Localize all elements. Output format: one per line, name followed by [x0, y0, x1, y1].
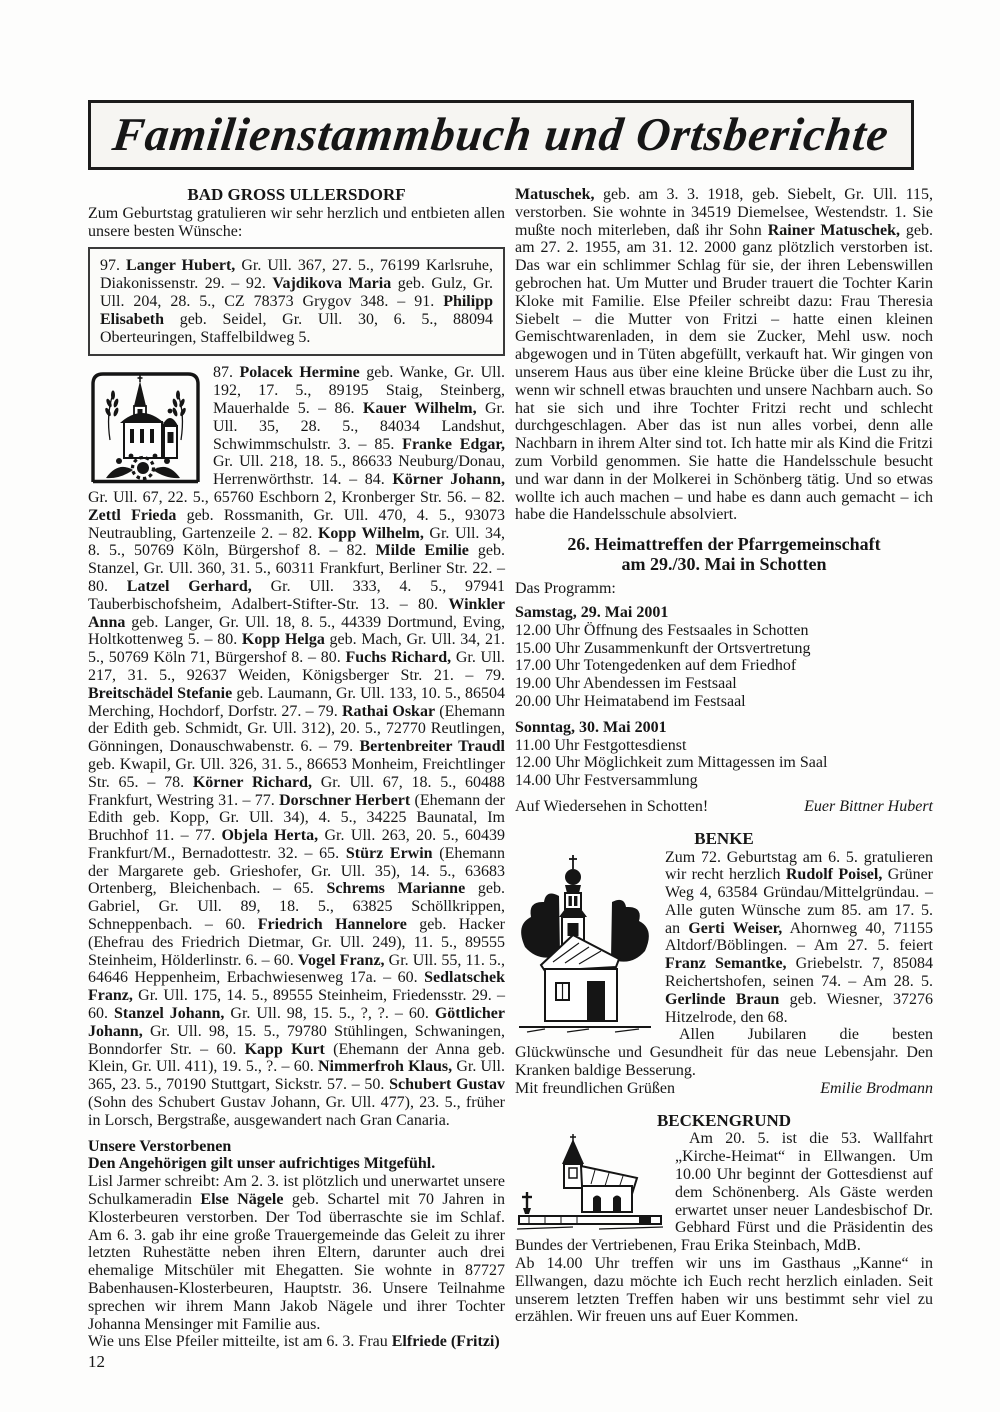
benke-paragraph: Zum 72. Geburtstag am 6. 5. gratulieren wir recht herzlich Rudolf Poisel, Grüner Weg 4, 63584 Gründau/Mittelgründau. – Alle guten Wünsche zum 85. am 17. 5. an Gerti Weiser, Ahornweg 40, 71155 Altdorf/Böblingen. – Am 27. 5. feiert Franz Semantke, Griebelstr. 7, 85084 Reichertshofen, seinen 74. – Am 28. 5. Gerlinde Braun geb. Wiesner, 37276 Hitzelrode, den 68.: [665, 848, 934, 1026]
sunday-heading: Sonntag, 30. Mai 2001: [515, 718, 667, 736]
two-column-layout: [88, 186, 933, 1351]
program-item: 15.00 Uhr Zusammenkunft der Ortsvertretung: [515, 639, 811, 657]
section-heimattreffen: [515, 534, 933, 816]
birthday-intro: Zum Geburtstag gratulieren wir sehr herzlich und entbieten allen unsere besten Wünsche:: [88, 204, 505, 240]
program-label: Das Programm:: [515, 580, 616, 598]
section-beckengrund: [515, 1112, 933, 1327]
beckengrund-paragraph-2: Ab 14.00 Uhr treffen wir uns im Gasthaus „Kanne“ in Ellwangen, dazu möchte ich Euch recht herzlich einladen. Seit unserem letzten Treffen haben wir uns bestimmt sehr viel zu erzählen. Wir freuen uns auf Euer Kommen.: [515, 1255, 933, 1326]
benke-block: [515, 849, 933, 1080]
program-item: 11.00 Uhr Festgottesdienst: [515, 736, 687, 754]
program-item: 12.00 Uhr Möglichkeit zum Mittagessen im Saal: [515, 754, 828, 772]
deaths-paragraph-2: Wie uns Else Pfeiler mitteilte, ist am 6. 3. Frau Elfriede (Fritzi): [88, 1333, 500, 1351]
benke-paragraph-2: Allen Jubilaren die besten Glückwünsche und Gesundheit für das neue Lebensjahr. Den Kranken baldige Besserung.: [515, 1026, 933, 1080]
farewell-text: Auf Wiedersehen in Schotten!: [515, 797, 709, 815]
deaths-paragraph: Lisl Jarmer schreibt: Am 2. 3. ist plötzlich und unerwartet unsere Schulkameradin Else Nägele geb. Schartel mit 70 Jahren in Klosterbeuren verstorben. Der Tod überraschte sie im Schlaf. Am 6. 3. gab ihr eine große Trauergemeinde das Geleit zu ihrer letzten Ruhestätte neben ihren Eltern, darunter auch drei ehemalige Mitschüler mit Ehegatten. Sie wohnte in 87727 Babenhausen-Klosterbeuren, Hauptstr. 36. Unsere Teilnahme sprechen wir ihrem Mann Jakob Nägele und ihrer Tochter Johanna Mensinger mit Familie aus.: [88, 1173, 505, 1333]
church-woodcut-image: [88, 366, 203, 484]
signature-bittner: Euer Bittner Hubert: [804, 797, 933, 815]
matuschek-paragraph: Matuschek, geb. am 3. 3. 1918, geb. Siebelt, Gr. Ull. 115, verstorben. Sie wohnte in 34519 Diemelsee, Westendstr. 1. Sie mußte noch miterleben, daß ihr Sohn Rainer Matuschek, geb. am 27. 2. 1955, am 31. 12. 2000 ganz plötzlich verstorben ist. Das war ein schlimmer Schlag für sie, der ihren Lebenswillen gebrochen hat. Um Mutter und Bruder trauert die Tochter Karin Kloke mit Familie. Else Pfeiler schreibt dazu: Frau Theresia Siebelt – die Mutter von Fritzi – hatte einen kleinen Gemischtwarenladen, in dem sie Zucker, Mehl usw. noch abgewogen und in Tüten abgefüllt, verkauft hat. Wir gingen von unserem Haus aus über eine kleine Brücke über die Lust zu ihr, wenn wir schnell etwas brauchten und unsere Nachbarn auch. So hat sie sich und ihre Tochter Fritzi recht und schlecht durchgeschlagen. Aber das ist nun alles vorbei, denn alle Nachbarn in ihrem Alter sind tot. Ich hatte mir als Kind die Fritzi zum Vorbild genommen. Sie hatte die Handelsschule besucht und war dann in der Molkerei in Schönberg tätig. Und so etwas wollte ich auch machen – und habe es dann auch gemacht – ich habe die Handelsschule absolviert.: [515, 186, 934, 524]
heimattreffen-heading-line2: am 29./30. Mai in Schotten: [621, 554, 827, 575]
birthday-box-text: 97. Langer Hubert, Gr. Ull. 367, 27. 5., 76199 Karlsruhe, Diakonissenstr. 29. – 92. Vajdikova Maria geb. Gulz, Gr. Ull. 204, 28. 5., CZ 78373 Grygov 348. – 91. Philipp Elisabeth geb. Seidel, Gr. Ull. 30, 6. 5., 88094 Oberteuringen, Staffelbildweg 5.: [100, 257, 494, 346]
birthday-highlight-box: [88, 247, 505, 356]
heimattreffen-heading-line1: 26. Heimattreffen der Pfarrgemeinschaft: [567, 534, 881, 555]
deaths-heading: Unsere Verstorbenen: [88, 1137, 232, 1155]
section-heading: BAD GROSS ULLERSDORF: [187, 185, 406, 204]
beckengrund-block: [515, 1130, 933, 1326]
section-bad-gross-ullersdorf: [88, 186, 505, 1130]
program-item: 17.00 Uhr Totengedenken auf dem Friedhof: [515, 657, 797, 675]
program-item: 14.00 Uhr Festversammlung: [515, 772, 698, 790]
program-item: 19.00 Uhr Abendessen im Festsaal: [515, 675, 737, 693]
section-verstorbene: [88, 1138, 505, 1352]
benke-heading: BENKE: [694, 828, 754, 848]
page-number: 12: [88, 1352, 105, 1371]
page-title: Familienstammbuch und Ortsberichte: [109, 109, 893, 161]
left-column: [88, 186, 505, 1351]
deaths-subheading: Den Angehörigen gilt unser aufrichtiges Mitgefühl.: [88, 1155, 436, 1173]
program-item: 20.00 Uhr Heimatabend im Festsaal: [515, 692, 746, 710]
beckengrund-heading: BECKENGRUND: [656, 1110, 792, 1130]
program-item: 12.00 Uhr Öffnung des Festsaales in Schotten: [515, 621, 809, 639]
chapel-woodcut-image: [515, 851, 655, 1035]
signature-brodmann: Emilie Brodmann: [820, 1079, 933, 1097]
farewell-row: [515, 798, 933, 816]
section-benke: [515, 830, 933, 1098]
birthday-list-block: [88, 364, 505, 1129]
birthday-list-text: 87. Polacek Hermine geb. Wanke, Gr. Ull. 192, 17. 5., 89195 Staig, Steinberg, Mauerhalde 5. – 86. Kauer Wilhelm, Gr. Ull. 35, 28. 5., 84034 Landshut, Schwimmschulstr. 3. – 85. Franke Edgar, Gr. Ull. 218, 18. 5., 86633 Neuburg/Donau, Herrenwörthstr. 14. – 84. Körner Johann, Gr. Ull. 67, 22. 5., 65760 Eschborn 2, Kronberger Str. 56. – 82. Zettl Frieda geb. Rossmanith, Gr. Ull. 470, 4. 5., 93073 Neutraubling, Gartenzeile 2. – 82. Kopp Wilhelm, Gr. Ull. 34, 8. 5., 50769 Köln, Bürgershof 8. – 82. Milde Emilie geb. Stanzel, Gr. Ull. 360, 31. 5., 60311 Frankfurt, Berliner Str. 22. – 80. Latzel Gerhard, Gr. Ull. 333, 4. 5., 97941 Tauberbischofsheim, Adalbert-Stifter-Str. 13. – 80. Winkler Anna geb. Langer, Gr. Ull. 18, 8. 5., 44339 Dortmund, Eving, Holtkottenweg 5. – 80. Kopp Helga geb. Mach, Gr. Ull. 34, 21. 5., 50769 Köln 71, Bürgershof 8. – 80. Fuchs Richard, Gr. Ull. 217, 31. 5., 92637 Weiden, Königsberger Str. 21. – 79. Breitschädel Stefanie geb. Laumann, Gr. Ull. 133, 10. 5., 86504 Merching, Hochdorf, Dorfstr. 27. – 79. Rathai Oskar (Ehemann der Edith geb. Schmidt, Gr. Ull. 312), 20. 5., 72770 Reutlingen, Gönningen, Donauschwabenstr. 6. – 79. Bertenbreiter Traudl geb. Kwapil, Gr. Ull. 326, 31. 5., 86653 Monheim, Freichtlinger Str. 65. – 78. Körner Richard, Gr. Ull. 67, 18. 5., 60488 Frankfurt, Westring 31. – 77. Dorschner Herbert (Ehemann der Edith geb. Kopp, Gr. Ull. 34), 4. 5., 34225 Baunatal, Im Bruchhof 11. – 77. Objela Herta, Gr. Ull. 263, 20. 5., 60439 Frankfurt/M., Bernadottestr. 32. – 65. Stürz Erwin (Ehemann der Margarete geb. Grieshofer, Gr. Ull. 35), 14. 5., 63683 Ortenberg, Bleichenbach. – 65. Schrems Marianne geb. Gabriel, Gr. Ull. 89, 18. 5., 63825 Schöllkrippen, Schneppenbach. – 60. Friedrich Hannelore geb. Hacker (Ehefrau des Friedrich Dietmar, Gr. Ull. 249), 11. 5., 89555 Steinheim, Hölderlinstr. 6. – 60. Vogel Franz, Gr. Ull. 55, 11. 5., 64646 Heppenheim, Erbachwiesenweg 17a. – 60. Sedlatschek Franz, Gr. Ull. 175, 14. 5., 89555 Steinheim, Friedensstr. 29. – 60. Stanzel Johann, Gr. Ull. 98, 15. 5., ?, ?. – 60. Göttlicher Johann, Gr. Ull. 98, 15. 5., 79780 Stühlingen, Schwaningen, Bonndorfer Str. – 60. Kapp Kurt (Ehemann der Anna geb. Klein, Gr. Ull. 411), 19. 5., ?. – 60. Nimmerfroh Klaus, Gr. Ull. 365, 23. 5., 70190 Stuttgart, Sickstr. 57. – 50. Schubert Gustav (Sohn des Schubert Gustav Johann, Gr. Ull. 477), 23. 5., früher in Lorsch, Bergstraße, ausgewandert nach Gran Canaria.: [88, 364, 506, 1129]
benke-closing-text: Mit freundlichen Grüßen: [515, 1079, 675, 1097]
masthead: [88, 100, 914, 170]
section-matuschek: [515, 186, 933, 524]
beckengrund-paragraph: Am 20. 5. ist die 53. Wallfahrt „Kirche-Heimat“ in Ellwangen. Um 10.00 Uhr beginnt der Gottesdienst auf dem Schönenberg. Als Gäste werden erwartet unser neuer Landesbischof Dr. Gebhard Fürst und die Präsidentin des Bundes der Vertriebenen, Frau Erika Steinbach, MdB.: [515, 1130, 933, 1255]
saturday-heading: Samstag, 29. Mai 2001: [515, 603, 669, 621]
benke-closing-row: [515, 1080, 933, 1098]
village-church-woodcut-image: [515, 1132, 665, 1232]
right-column: [515, 186, 933, 1326]
